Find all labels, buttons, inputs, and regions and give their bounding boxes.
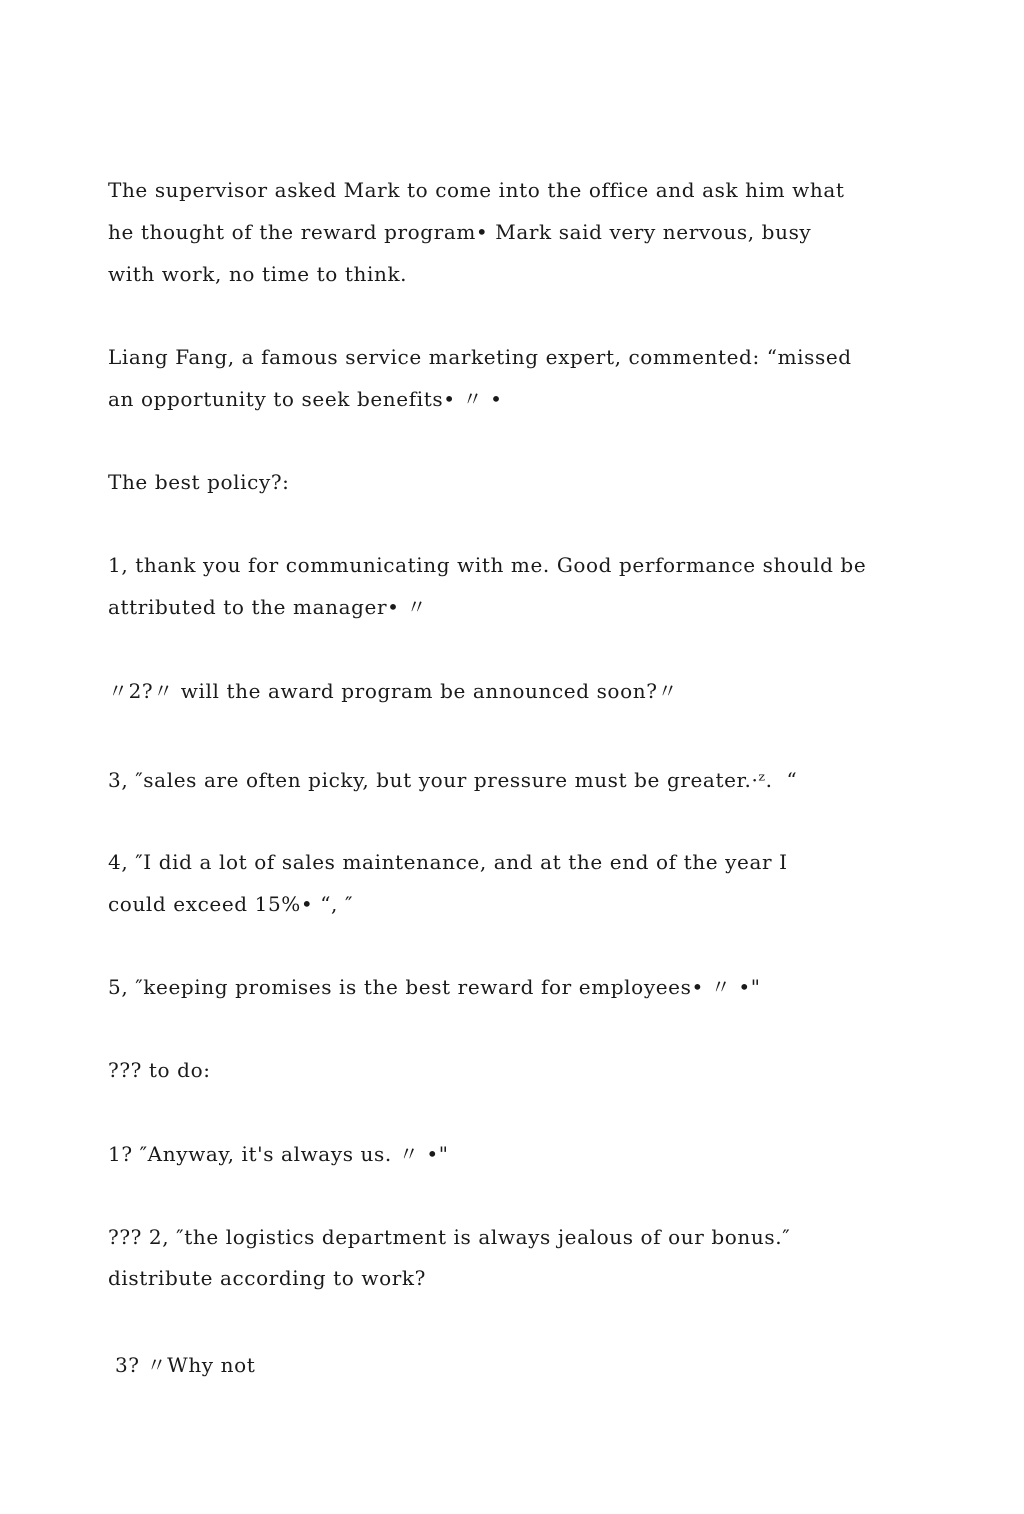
to-do-item-2-line-2: distribute according to work? bbox=[108, 1266, 426, 1290]
to-do-heading: ??? to do: bbox=[108, 1058, 211, 1082]
paragraph-1-line-3: with work, no time to think. bbox=[108, 262, 408, 286]
best-policy-item-1-line-1: 1, thank you for communicating with me. Good performance should be bbox=[108, 553, 867, 577]
to-do-item-1: 1? ″Anyway, it's always us. 〃 •" bbox=[108, 1142, 449, 1166]
paragraph-2-line-2: an opportunity to seek benefits• 〃 • bbox=[108, 387, 503, 411]
best-policy-heading: The best policy?: bbox=[108, 470, 290, 494]
best-policy-item-5: 5, ″keeping promises is the best reward for employees• 〃 •" bbox=[108, 975, 761, 999]
to-do-item-3: 3? 〃Why not bbox=[108, 1353, 256, 1377]
best-policy-item-3: 3, ″sales are often picky, but your pressure must be greater.·ᶻ. “ bbox=[108, 768, 798, 792]
paragraph-1-line-1: The supervisor asked Mark to come into the office and ask him what bbox=[108, 178, 845, 202]
best-policy-item-2: 〃2?〃 will the award program be announced soon?〃 bbox=[108, 679, 679, 703]
paragraph-1-line-2: he thought of the reward program• Mark said very nervous, busy bbox=[108, 220, 812, 244]
best-policy-item-1-line-2: attributed to the manager• 〃 bbox=[108, 595, 428, 619]
best-policy-item-4-line-2: could exceed 15%• “, ″ bbox=[108, 892, 354, 916]
best-policy-item-4-line-1: 4, ″I did a lot of sales maintenance, and at the end of the year I bbox=[108, 850, 788, 874]
to-do-item-2-line-1: ??? 2, ″the logistics department is always jealous of our bonus.″ bbox=[108, 1225, 791, 1249]
paragraph-2-line-1: Liang Fang, a famous service marketing expert, commented: “missed bbox=[108, 345, 852, 369]
